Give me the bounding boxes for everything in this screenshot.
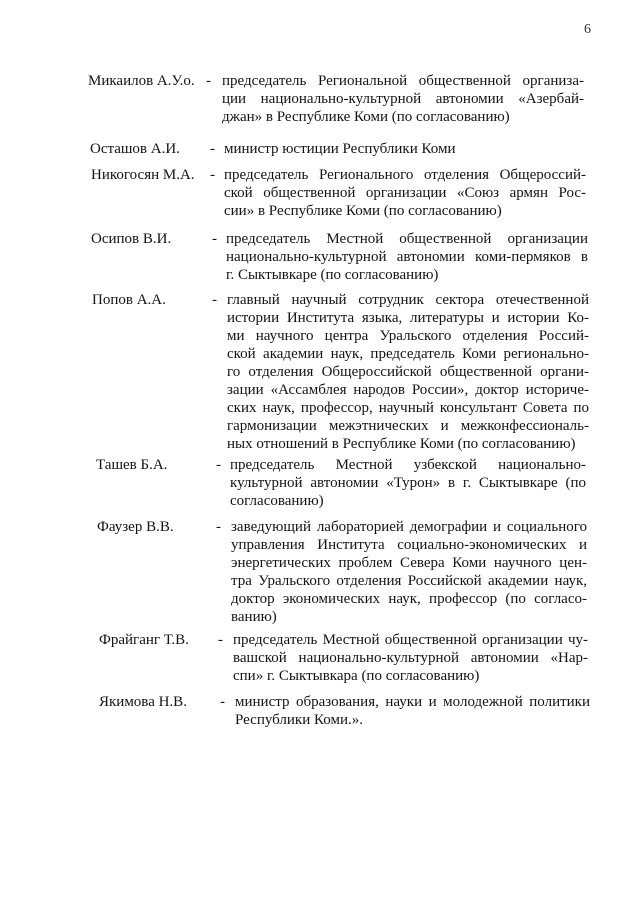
role-line: ции национально-культурной автономии «Азербай- xyxy=(222,91,584,107)
separator-dash: - xyxy=(216,457,221,473)
separator-dash: - xyxy=(220,694,225,710)
member-role xyxy=(226,230,588,284)
role-line: министр образования, науки и молодежной политики xyxy=(235,694,590,710)
role-line: ских наук, профессор, научный консультант Совета по xyxy=(227,400,589,416)
role-line: главный научный сотрудник сектора отечественной xyxy=(227,292,589,308)
separator-dash: - xyxy=(218,632,223,648)
member-name: Попов А.А. xyxy=(92,292,166,308)
role-line: гармонизации межэтнических и межконфессиональ- xyxy=(227,418,589,434)
separator-dash: - xyxy=(206,73,211,89)
role-line: энергетических проблем Севера Коми научного цен- xyxy=(231,555,587,571)
role-line: ской общественной организации «Союз армян Рос- xyxy=(224,185,586,201)
member-name: Фрайганг Т.В. xyxy=(99,632,189,648)
role-line: Республики Коми.». xyxy=(235,712,363,728)
role-line: вашской национально-культурной автономии «Нар- xyxy=(233,650,588,666)
member-role xyxy=(222,72,584,126)
role-line: сии» в Республике Коми (по согласованию) xyxy=(224,203,502,219)
member-role xyxy=(227,291,589,453)
member-role xyxy=(230,456,586,510)
role-line: согласованию) xyxy=(230,493,324,509)
separator-dash: - xyxy=(210,141,215,157)
role-line: истории Института языка, литературы и истории Ко- xyxy=(227,310,589,326)
role-line: председатель Местной общественной организации чу- xyxy=(233,632,588,648)
role-line: тра Уральского отделения Российской академии наук, xyxy=(231,573,587,589)
member-name: Никогосян М.А. xyxy=(91,167,195,183)
role-line: национально-культурной автономии коми-пермяков в xyxy=(226,249,588,265)
role-line: зации «Ассамблея народов России», доктор историче- xyxy=(227,382,589,398)
role-line: культурной автономии «Турон» в г. Сыктывкаре (по xyxy=(230,475,586,491)
role-line: спи» г. Сыктывкара (по согласованию) xyxy=(233,668,480,684)
separator-dash: - xyxy=(210,167,215,183)
page-number: 6 xyxy=(584,22,591,37)
role-line: доктор экономических наук, профессор (по согласо- xyxy=(231,591,587,607)
role-line: ванию) xyxy=(231,609,277,625)
member-role xyxy=(224,166,586,220)
member-name: Осипов В.И. xyxy=(91,231,172,247)
member-name: Микаилов А.У.о. xyxy=(88,73,195,89)
member-role xyxy=(235,693,590,729)
separator-dash: - xyxy=(212,292,217,308)
role-line: ми научного центра Уральского отделения Россий- xyxy=(227,328,589,344)
role-line: ных отношений в Республике Коми (по согласованию) xyxy=(227,436,576,452)
member-role xyxy=(233,631,588,685)
member-name: Осташов А.И. xyxy=(90,141,180,157)
role-line: ской академии наук, председатель Коми регионально- xyxy=(227,346,589,362)
member-name: Ташев Б.А. xyxy=(96,457,168,473)
member-role xyxy=(231,518,587,626)
member-role xyxy=(224,140,586,158)
member-name: Фаузер В.В. xyxy=(97,519,174,535)
role-line: управления Института социально-экономических и xyxy=(231,537,587,553)
role-line: председатель Местной общественной организации xyxy=(226,231,588,247)
role-line: председатель Региональной общественной организа- xyxy=(222,73,584,89)
role-line: министр юстиции Республики Коми xyxy=(224,141,456,157)
role-line: джан» в Республике Коми (по согласованию) xyxy=(222,109,510,125)
role-line: председатель Местной узбекской национально- xyxy=(230,457,586,473)
separator-dash: - xyxy=(216,519,221,535)
separator-dash: - xyxy=(212,231,217,247)
member-name: Якимова Н.В. xyxy=(99,694,187,710)
role-line: заведующий лабораторией демографии и социального xyxy=(231,519,587,535)
role-line: председатель Регионального отделения Общероссий- xyxy=(224,167,586,183)
role-line: го отделения Общероссийской общественной органи- xyxy=(227,364,589,380)
role-line: г. Сыктывкаре (по согласованию) xyxy=(226,267,439,283)
